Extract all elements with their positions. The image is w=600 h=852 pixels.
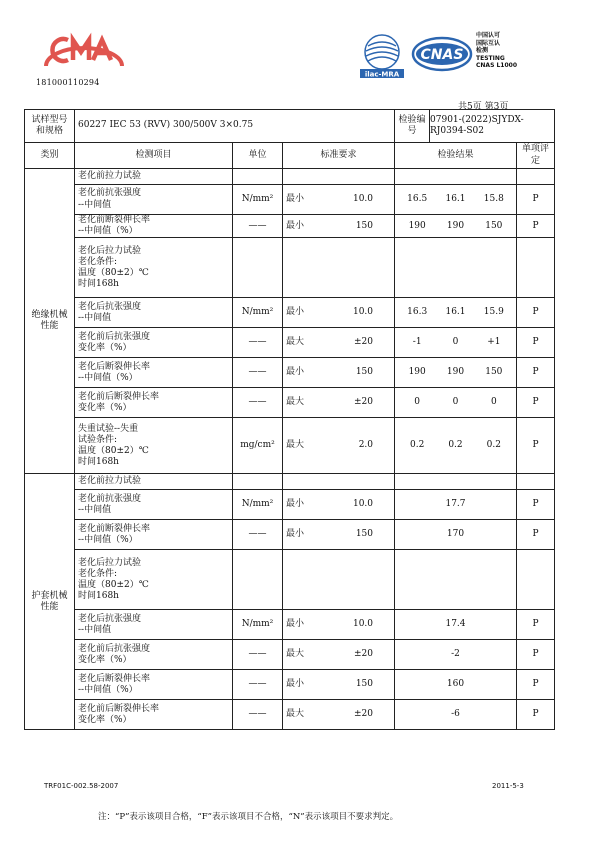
result-value: 150	[485, 367, 503, 378]
requirement-value: 150	[355, 529, 374, 540]
result-cell	[395, 388, 517, 418]
table-row	[25, 670, 555, 700]
result-value: 190	[408, 220, 426, 231]
item-cell: 老化前拉力试验	[75, 474, 233, 490]
result-cell: 17.7	[395, 490, 517, 520]
svg-text:CNAS: CNAS	[420, 47, 464, 63]
unit-cell: N/mm²	[233, 298, 283, 328]
unit-cell: ——	[233, 328, 283, 358]
category-cell: 护套机械性能	[25, 474, 75, 730]
item-cell: 老化前后断裂伸长率 变化率（%）	[75, 700, 233, 730]
col-result: 检验结果	[395, 143, 517, 169]
requirement-cell	[283, 490, 395, 520]
unit-cell: ——	[233, 388, 283, 418]
item-cell: 老化后拉力试验 老化条件: 温度（80±2）℃ 时间168h	[75, 550, 233, 610]
verdict-cell: P	[517, 298, 555, 328]
requirement-cell	[283, 520, 395, 550]
result-value: 0	[414, 397, 421, 408]
unit-cell: N/mm²	[233, 185, 283, 215]
requirement-cell	[283, 700, 395, 730]
verdict-cell: P	[517, 388, 555, 418]
item-cell: 老化前后抗张强度 变化率（%）	[75, 640, 233, 670]
requirement-cell	[283, 640, 395, 670]
col-verdict: 单项评定	[517, 143, 555, 169]
item-cell: 老化前后抗张强度 变化率（%）	[75, 328, 233, 358]
svg-text:ilac-MRA: ilac-MRA	[364, 70, 400, 79]
result-cell	[395, 474, 517, 490]
table-row	[25, 520, 555, 550]
result-value: 15.8	[483, 193, 504, 204]
requirement-value: 10.0	[352, 307, 374, 318]
verdict-note: 注：“P”表示该项目合格，“F”表示该项目不合格，“N”表示该项目不要求判定。	[98, 812, 399, 822]
cnas-line: 国际互认	[476, 39, 501, 47]
result-value: 16.1	[445, 307, 466, 318]
verdict-cell: P	[517, 358, 555, 388]
category-cell: 绝缘机械性能	[25, 169, 75, 474]
cma-logo	[36, 26, 132, 74]
requirement-value: 10.0	[352, 499, 374, 510]
result-value: 190	[446, 367, 465, 378]
requirement-kind: 最大	[286, 709, 305, 720]
ilac-mra-logo	[356, 32, 408, 80]
unit-cell: N/mm²	[233, 490, 283, 520]
unit-cell	[233, 550, 283, 610]
requirement-kind: 最小	[286, 529, 305, 540]
result-value: 16.3	[407, 307, 428, 318]
requirement-cell	[283, 328, 395, 358]
result-cell	[395, 328, 517, 358]
result-value: 16.1	[445, 193, 466, 204]
unit-cell: mg/cm²	[233, 418, 283, 474]
item-cell: 老化前断裂伸长率 --中间值（%）	[75, 215, 233, 238]
requirement-kind: 最大	[286, 337, 305, 348]
requirement-cell	[283, 610, 395, 640]
table-row	[25, 610, 555, 640]
verdict-cell: P	[517, 328, 555, 358]
table-row	[25, 298, 555, 328]
requirement-cell	[283, 670, 395, 700]
result-cell	[395, 238, 517, 298]
item-cell: 老化前后断裂伸长率 变化率（%）	[75, 388, 233, 418]
unit-cell: ——	[233, 215, 283, 238]
report-label: 检验编号	[395, 110, 430, 142]
result-cell	[395, 169, 517, 185]
requirement-kind: 最大	[286, 649, 305, 660]
verdict-cell	[517, 474, 555, 490]
cma-number: 181000110294	[36, 78, 100, 87]
cnas-line: TESTING	[476, 54, 505, 62]
item-cell: 老化后断裂伸长率 --中间值（%）	[75, 670, 233, 700]
unit-cell: ——	[233, 640, 283, 670]
report-table	[24, 109, 555, 730]
result-cell: 160	[395, 670, 517, 700]
verdict-cell: P	[517, 185, 555, 215]
requirement-value: 10.0	[352, 193, 374, 204]
result-cell	[395, 358, 517, 388]
table-row	[25, 238, 555, 298]
table-row	[25, 474, 555, 490]
result-value: -1	[412, 337, 422, 348]
result-value: +1	[487, 337, 501, 348]
verdict-cell: P	[517, 640, 555, 670]
requirement-cell	[283, 238, 395, 298]
requirement-value: 2.0	[358, 440, 374, 451]
item-cell: 老化前抗张强度 --中间值	[75, 185, 233, 215]
requirement-value: 150	[355, 367, 374, 378]
table-row	[25, 358, 555, 388]
cnas-logo	[410, 34, 474, 74]
cnas-line: 检测	[476, 47, 489, 55]
unit-cell: N/mm²	[233, 610, 283, 640]
requirement-kind: 最小	[286, 193, 305, 204]
table-row	[25, 388, 555, 418]
requirement-value: 150	[355, 220, 374, 231]
requirement-cell	[283, 169, 395, 185]
item-cell: 老化前拉力试验	[75, 169, 233, 185]
verdict-cell: P	[517, 670, 555, 700]
table-row	[25, 169, 555, 185]
requirement-cell	[283, 474, 395, 490]
verdict-cell	[517, 238, 555, 298]
result-value: 190	[408, 367, 426, 378]
requirement-cell	[283, 418, 395, 474]
model-label: 试样型号和规格	[25, 110, 75, 143]
unit-cell: ——	[233, 520, 283, 550]
cnas-line: CNAS L1000	[476, 62, 518, 70]
verdict-cell: P	[517, 215, 555, 238]
result-cell	[395, 215, 517, 238]
result-value: 15.9	[483, 307, 504, 318]
verdict-cell	[517, 169, 555, 185]
requirement-cell	[283, 550, 395, 610]
verdict-cell: P	[517, 610, 555, 640]
requirement-value: ±20	[354, 709, 374, 720]
verdict-cell: P	[517, 418, 555, 474]
item-cell: 老化前抗张强度 --中间值	[75, 490, 233, 520]
item-cell: 失重试验--失重 试验条件: 温度（80±2）℃ 时间168h	[75, 418, 233, 474]
table-row	[25, 328, 555, 358]
unit-cell	[233, 169, 283, 185]
unit-cell	[233, 238, 283, 298]
unit-cell: ——	[233, 670, 283, 700]
col-unit: 单位	[233, 143, 283, 169]
table-row	[25, 215, 555, 238]
model-value: 60227 IEC 53 (RVV) 300/500V 3×0.75	[75, 110, 395, 143]
cnas-caption	[476, 32, 517, 70]
result-value: 0.2	[410, 440, 425, 451]
result-value: 190	[446, 220, 465, 231]
result-value: 0	[490, 397, 497, 408]
result-value: 0	[452, 337, 459, 348]
table-row	[25, 550, 555, 610]
item-cell: 老化后断裂伸长率 --中间值（%）	[75, 358, 233, 388]
table-row	[25, 185, 555, 215]
requirement-value: 150	[355, 679, 374, 690]
requirement-kind: 最小	[286, 679, 305, 690]
item-cell: 老化后拉力试验 老化条件: 温度（80±2）℃ 时间168h	[75, 238, 233, 298]
requirement-kind: 最大	[286, 397, 305, 408]
table-row	[25, 700, 555, 730]
result-cell: -2	[395, 640, 517, 670]
unit-cell	[233, 474, 283, 490]
requirement-value: ±20	[354, 649, 374, 660]
requirement-kind: 最小	[286, 367, 305, 378]
table-row	[25, 418, 555, 474]
result-value: 150	[485, 220, 503, 231]
sample-row	[25, 110, 555, 143]
requirement-cell	[283, 358, 395, 388]
form-code: TRF01C-002.58-2007	[44, 782, 119, 790]
column-header-row	[25, 143, 555, 169]
requirement-cell	[283, 298, 395, 328]
cnas-line: 中国认可	[476, 32, 501, 39]
report-value: 07901-(2022)SJYDX-RJ0394-S02	[430, 114, 524, 136]
unit-cell: ——	[233, 358, 283, 388]
verdict-cell	[517, 550, 555, 610]
result-cell: 17.4	[395, 610, 517, 640]
result-cell: 170	[395, 520, 517, 550]
page-info: 共5页 第3页	[458, 102, 509, 112]
unit-cell: ——	[233, 700, 283, 730]
requirement-value: ±20	[354, 397, 374, 408]
requirement-kind: 最小	[286, 220, 305, 231]
table-row	[25, 490, 555, 520]
requirement-kind: 最大	[286, 440, 305, 451]
result-cell	[395, 550, 517, 610]
requirement-kind: 最小	[286, 499, 305, 510]
item-cell: 老化后抗张强度 --中间值	[75, 610, 233, 640]
col-category: 类别	[25, 143, 75, 169]
result-value: 16.5	[407, 193, 428, 204]
requirement-kind: 最小	[286, 619, 305, 630]
result-cell	[395, 418, 517, 474]
result-cell	[395, 185, 517, 215]
verdict-cell: P	[517, 700, 555, 730]
item-cell: 老化后抗张强度 --中间值	[75, 298, 233, 328]
result-cell	[395, 298, 517, 328]
result-value: 0.2	[486, 440, 501, 451]
requirement-kind: 最小	[286, 307, 305, 318]
result-value: 0.2	[448, 440, 463, 451]
verdict-cell: P	[517, 520, 555, 550]
form-date: 2011-5-3	[492, 782, 524, 790]
result-value: 0	[452, 397, 459, 408]
result-cell: -6	[395, 700, 517, 730]
requirement-cell	[283, 185, 395, 215]
requirement-cell	[283, 388, 395, 418]
col-requirement: 标准要求	[283, 143, 395, 169]
requirement-value: ±20	[354, 337, 374, 348]
col-item: 检测项目	[75, 143, 233, 169]
item-cell: 老化前断裂伸长率 --中间值（%）	[75, 520, 233, 550]
table-row	[25, 640, 555, 670]
requirement-cell	[283, 215, 395, 238]
requirement-value: 10.0	[352, 619, 374, 630]
verdict-cell: P	[517, 490, 555, 520]
